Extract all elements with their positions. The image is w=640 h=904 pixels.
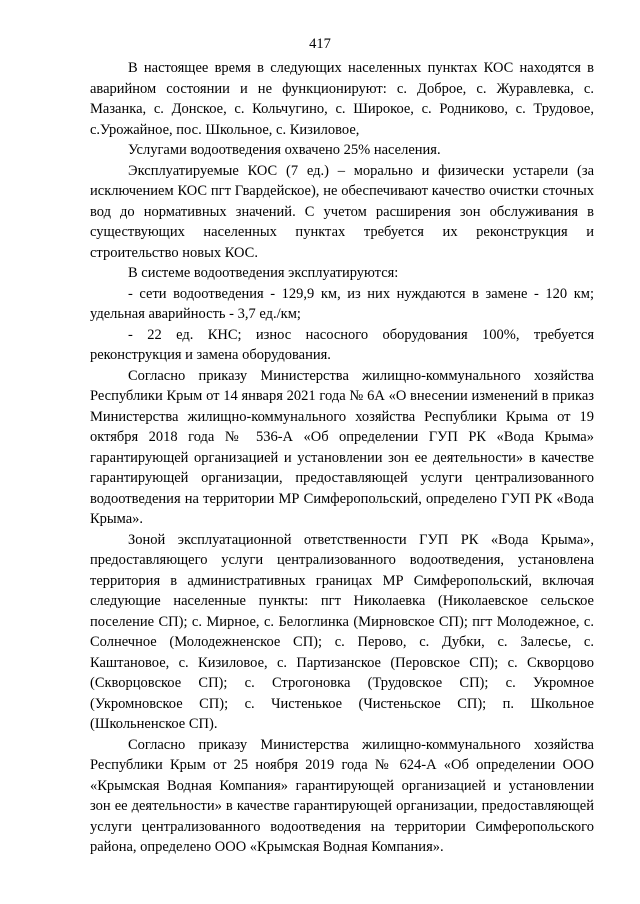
paragraph-order-624a: Согласно приказу Министерства жилищно-коммунального хозяйства Республики Крым от 25 ноября 2019 года № 624-А «Об определении ООО «Крымская Водная Компания» гарантирующей организацией и установлении зон ее деятельности» в качестве гарантирующей организации, предоставляющей услуги централизованного водоотведения на территории Симферопольского района, определено ООО «Крымская Водная Компания». <box>90 736 594 855</box>
paragraph-system-intro: В системе водоотведения эксплуатируются: <box>128 265 399 281</box>
paragraph-operating-plants: Эксплуатируемые КОС (7 ед.) – морально и физически устарели (за исключением КОС пгт Гвардейское), не обеспечивают качество очистки сточных вод до нормативных значений. С учетом расширения зон обслуживания в существующих населенных пунктах требуется их реконструкция и строительство новых КОС. <box>90 162 594 261</box>
paragraph-coverage: Услугами водоотведения охвачено 25% населения. <box>128 142 441 158</box>
paragraph-networks: - сети водоотведения - 129,9 км, из них нуждаются в замене - 120 км; удельная аварийность - 3,7 ед./км; <box>90 285 594 322</box>
paragraph-pump-stations: - 22 ед. КНС; износ насосного оборудования 100%, требуется реконструкция и замена оборудования. <box>90 326 594 363</box>
paragraph-order-6a: Согласно приказу Министерства жилищно-коммунального хозяйства Республики Крым от 14 января 2021 года № 6А «О внесении изменений в приказ Министерства жилищно-коммунального хозяйства Республики Крыма от 19 октября 2018 года № 536-А «Об определении ГУП РК «Вода Крыма» гарантирующей организацией и установлении зон ее деятельности» в качестве гарантирующей организации, предоставляющей услуги централизованного водоотведения на территории МР Симферопольский, определено ГУП РК «Вода Крыма». <box>90 367 594 527</box>
document-body <box>90 58 594 858</box>
paragraph-responsibility-zone: Зоной эксплуатационной ответственности ГУП РК «Вода Крыма», предоставляющего услуги централизованного водоотведения, установлена территория в административных границах МР Симферопольский, включая следующие населенные пункты: пгт Николаевка (Николаевское сельское поселение СП); с. Мирное, с. Белоглинка (Мирновское СП); пгт Молодежное, с. Солнечное (Молодежненское СП); с. Перово, с. Дубки, с. Залесье, с. Каштановое, с. Кизиловое, с. Партизанское (Перовское СП); с. Скворцово (Скворцовское СП); с. Строгоновка (Трудовское СП); с. Укромное (Укромновское СП); с. Чистенькое (Чистеньское СП); п. Школьное (Школьненское СП). <box>90 531 594 732</box>
paragraph-damaged-treatment-plants: В настоящее время в следующих населенных пунктах КОС находятся в аварийном состоянии и не функционируют: с. Доброе, с. Журавлевка, с. Мазанка, с. Донское, с. Кольчугино, с. Широкое, с. Родниково, с. Трудовое, с.Урожайное, пос. Школьное, с. Кизиловое, <box>90 60 594 138</box>
page-number: 417 <box>309 36 331 52</box>
